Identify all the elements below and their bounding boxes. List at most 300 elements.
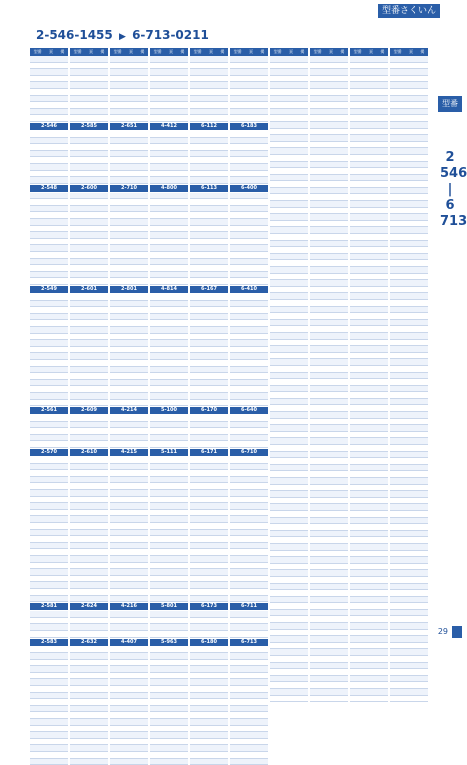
index-row — [190, 164, 228, 171]
column-header-label: 頁 — [128, 49, 133, 54]
index-row — [230, 516, 268, 523]
index-row — [350, 162, 388, 169]
index-row — [150, 314, 188, 321]
index-row — [70, 380, 108, 387]
section-heading: 5-801 — [150, 603, 188, 610]
index-row — [310, 386, 348, 393]
index-row — [190, 63, 228, 70]
index-row — [270, 491, 308, 498]
index-row — [150, 563, 188, 570]
index-row — [70, 589, 108, 596]
index-row — [350, 425, 388, 432]
index-row — [190, 618, 228, 625]
index-row — [350, 616, 388, 623]
index-row — [190, 334, 228, 341]
index-row — [390, 544, 428, 551]
index-row — [350, 353, 388, 360]
index-row — [390, 267, 428, 274]
index-row — [70, 483, 108, 490]
index-row — [230, 96, 268, 103]
index-row — [70, 171, 108, 178]
index-row — [350, 623, 388, 630]
index-row — [150, 516, 188, 523]
index-row — [230, 490, 268, 497]
index-row — [150, 719, 188, 726]
index-row — [150, 212, 188, 219]
index-row — [230, 259, 268, 266]
index-row — [30, 660, 68, 667]
side-to-b: 713 — [440, 214, 467, 229]
index-row — [110, 82, 148, 89]
index-row — [230, 752, 268, 759]
index-row — [110, 212, 148, 219]
index-row — [110, 759, 148, 765]
index-row — [270, 471, 308, 478]
index-row — [150, 347, 188, 354]
index-row — [270, 623, 308, 630]
index-row — [230, 503, 268, 510]
index-row — [30, 232, 68, 239]
index-row — [150, 693, 188, 700]
index-row — [30, 82, 68, 89]
index-row — [230, 63, 268, 70]
index-row — [270, 524, 308, 531]
section-heading: 2-561 — [30, 407, 68, 414]
index-row — [230, 441, 268, 448]
index-row — [30, 510, 68, 517]
index-row — [70, 543, 108, 550]
index-row — [30, 307, 68, 314]
index-row — [270, 82, 308, 89]
index-row — [270, 102, 308, 109]
column-header — [70, 48, 108, 56]
index-row — [110, 464, 148, 471]
index-row — [30, 516, 68, 523]
index-row — [390, 557, 428, 564]
index-row — [110, 653, 148, 660]
index-row — [110, 69, 148, 76]
index-row — [350, 320, 388, 327]
index-row — [110, 109, 148, 116]
index-row — [150, 611, 188, 618]
index-row — [110, 660, 148, 667]
side-tab[interactable]: 型番 — [438, 96, 462, 112]
index-row — [190, 457, 228, 464]
index-row — [110, 193, 148, 200]
index-row — [230, 712, 268, 719]
index-row — [270, 465, 308, 472]
index-row — [350, 168, 388, 175]
index-row — [30, 265, 68, 272]
index-row — [230, 278, 268, 285]
index-row — [70, 314, 108, 321]
index-row — [150, 144, 188, 151]
index-row — [270, 366, 308, 373]
index-row — [310, 491, 348, 498]
index-row — [270, 300, 308, 307]
index-row — [230, 536, 268, 543]
index-row — [190, 483, 228, 490]
index-row — [70, 252, 108, 259]
index-row — [150, 199, 188, 206]
index-row — [270, 333, 308, 340]
index-row — [190, 510, 228, 517]
index-row — [70, 666, 108, 673]
index-row — [270, 307, 308, 314]
index-row — [110, 334, 148, 341]
index-row — [110, 624, 148, 631]
index-row — [110, 164, 148, 171]
index-row — [30, 177, 68, 184]
index-row — [150, 272, 188, 279]
index-row — [270, 194, 308, 201]
index-row — [110, 177, 148, 184]
index-row — [30, 56, 68, 63]
index-row — [110, 373, 148, 380]
section-heading: 4-412 — [150, 123, 188, 130]
index-row — [70, 138, 108, 145]
index-row — [310, 584, 348, 591]
index-row — [310, 76, 348, 83]
index-row — [30, 193, 68, 200]
index-row — [110, 232, 148, 239]
index-row — [390, 63, 428, 70]
index-row — [70, 102, 108, 109]
index-row — [30, 373, 68, 380]
index-row — [310, 214, 348, 221]
index-row — [110, 693, 148, 700]
index-row — [270, 320, 308, 327]
index-row — [230, 706, 268, 713]
index-row — [190, 347, 228, 354]
index-row — [110, 631, 148, 638]
index-row — [150, 131, 188, 138]
index-row — [230, 226, 268, 233]
index-row — [310, 326, 348, 333]
index-row — [310, 623, 348, 630]
index-row — [150, 177, 188, 184]
index-row — [30, 89, 68, 96]
index-row — [350, 208, 388, 215]
index-row — [310, 274, 348, 281]
index-row — [350, 511, 388, 518]
index-row — [30, 596, 68, 603]
index-row — [390, 577, 428, 584]
index-row — [30, 301, 68, 308]
index-row — [310, 649, 348, 656]
index-row — [110, 400, 148, 407]
index-row — [30, 109, 68, 116]
index-column — [270, 48, 308, 620]
index-row — [350, 241, 388, 248]
column-header-label: 掲 — [100, 49, 105, 54]
index-row — [150, 530, 188, 537]
index-row — [310, 616, 348, 623]
index-row — [190, 631, 228, 638]
index-row — [190, 353, 228, 360]
index-row — [150, 151, 188, 158]
index-row — [270, 373, 308, 380]
index-row — [390, 392, 428, 399]
index-row — [310, 280, 348, 287]
index-row — [310, 234, 348, 241]
index-row — [190, 415, 228, 422]
index-row — [270, 122, 308, 129]
column-header-label: 頁 — [368, 49, 373, 54]
index-row — [30, 380, 68, 387]
section-heading: 2-632 — [70, 639, 108, 646]
index-row — [30, 278, 68, 285]
index-row — [190, 320, 228, 327]
index-row — [350, 214, 388, 221]
index-row — [230, 732, 268, 739]
index-row — [390, 227, 428, 234]
index-row — [150, 759, 188, 765]
index-row — [150, 109, 188, 116]
index-row — [230, 138, 268, 145]
index-row — [110, 314, 148, 321]
index-row — [270, 129, 308, 136]
index-row — [390, 379, 428, 386]
index-row — [190, 503, 228, 510]
index-row — [30, 69, 68, 76]
index-row — [350, 584, 388, 591]
index-row — [110, 477, 148, 484]
index-row — [390, 676, 428, 683]
index-row — [110, 360, 148, 367]
index-row — [230, 301, 268, 308]
index-row — [190, 732, 228, 739]
index-row — [230, 415, 268, 422]
index-row — [110, 171, 148, 178]
index-row — [310, 353, 348, 360]
index-row — [350, 346, 388, 353]
index-row — [310, 366, 348, 373]
index-row — [230, 464, 268, 471]
section-heading: 2-710 — [110, 185, 148, 192]
index-row — [350, 340, 388, 347]
index-row — [110, 226, 148, 233]
index-row — [30, 686, 68, 693]
index-row — [350, 537, 388, 544]
index-row — [310, 135, 348, 142]
index-row — [230, 624, 268, 631]
section-heading: 2-610 — [70, 449, 108, 456]
index-row — [70, 82, 108, 89]
index-row — [390, 168, 428, 175]
index-row — [150, 726, 188, 733]
index-row — [70, 164, 108, 171]
index-row — [70, 56, 108, 63]
index-row — [270, 280, 308, 287]
index-row — [190, 556, 228, 563]
index-row — [190, 497, 228, 504]
column-header-label: 型番 — [73, 49, 82, 54]
index-row — [270, 676, 308, 683]
index-row — [110, 549, 148, 556]
index-row — [350, 524, 388, 531]
index-row — [270, 663, 308, 670]
column-header-label: 掲 — [420, 49, 425, 54]
index-row — [270, 636, 308, 643]
index-row — [150, 252, 188, 259]
index-row — [310, 557, 348, 564]
index-row — [350, 300, 388, 307]
index-row — [270, 597, 308, 604]
index-row — [270, 412, 308, 419]
index-row — [230, 422, 268, 429]
index-row — [230, 199, 268, 206]
index-row — [310, 392, 348, 399]
index-row — [310, 313, 348, 320]
column-header — [350, 48, 388, 56]
index-row — [390, 56, 428, 63]
index-row — [310, 129, 348, 136]
index-row — [350, 267, 388, 274]
index-row — [70, 470, 108, 477]
index-row — [390, 682, 428, 689]
index-row — [190, 596, 228, 603]
column-header — [190, 48, 228, 56]
index-row — [350, 69, 388, 76]
index-row — [30, 576, 68, 583]
index-row — [190, 739, 228, 746]
index-row — [150, 732, 188, 739]
side-range — [440, 150, 467, 230]
index-row — [30, 157, 68, 164]
index-row — [230, 428, 268, 435]
index-row — [110, 673, 148, 680]
index-row — [270, 69, 308, 76]
index-row — [150, 164, 188, 171]
index-row — [270, 89, 308, 96]
index-row — [230, 177, 268, 184]
index-row — [150, 686, 188, 693]
index-row — [310, 478, 348, 485]
index-row — [230, 457, 268, 464]
index-row — [270, 504, 308, 511]
index-row — [30, 719, 68, 726]
column-header-label: 掲 — [380, 49, 385, 54]
index-row — [110, 666, 148, 673]
index-row — [110, 386, 148, 393]
index-row — [190, 653, 228, 660]
index-row — [30, 353, 68, 360]
index-row — [390, 109, 428, 116]
section-heading: 6-113 — [190, 185, 228, 192]
index-row — [190, 177, 228, 184]
index-row — [230, 563, 268, 570]
index-row — [350, 689, 388, 696]
index-row — [390, 96, 428, 103]
index-row — [350, 392, 388, 399]
index-row — [270, 630, 308, 637]
index-row — [390, 287, 428, 294]
index-row — [350, 696, 388, 703]
index-row — [150, 712, 188, 719]
index-row — [230, 373, 268, 380]
index-row — [30, 340, 68, 347]
section-heading: 6-170 — [190, 407, 228, 414]
index-row — [30, 618, 68, 625]
index-row — [230, 435, 268, 442]
index-row — [30, 745, 68, 752]
index-row — [30, 523, 68, 530]
index-row — [30, 334, 68, 341]
index-row — [150, 393, 188, 400]
index-row — [30, 76, 68, 83]
index-row — [350, 148, 388, 155]
index-row — [190, 232, 228, 239]
index-row — [150, 301, 188, 308]
index-row — [350, 307, 388, 314]
index-row — [270, 405, 308, 412]
index-row — [30, 206, 68, 213]
index-row — [150, 307, 188, 314]
section-heading: 4-800 — [150, 185, 188, 192]
index-row — [310, 452, 348, 459]
index-row — [150, 89, 188, 96]
index-row — [30, 314, 68, 321]
index-row — [390, 584, 428, 591]
column-header-label: 頁 — [48, 49, 53, 54]
index-row — [230, 679, 268, 686]
index-row — [70, 226, 108, 233]
index-row — [30, 393, 68, 400]
index-row — [230, 82, 268, 89]
index-row — [110, 752, 148, 759]
index-row — [230, 686, 268, 693]
index-row — [190, 157, 228, 164]
index-row — [230, 294, 268, 301]
index-row — [310, 162, 348, 169]
index-row — [150, 660, 188, 667]
index-row — [270, 181, 308, 188]
section-heading: 2-581 — [30, 603, 68, 610]
index-row — [150, 556, 188, 563]
index-row — [390, 313, 428, 320]
index-row — [270, 379, 308, 386]
index-row — [310, 551, 348, 558]
index-row — [30, 490, 68, 497]
index-row — [70, 752, 108, 759]
index-row — [110, 340, 148, 347]
index-row — [30, 96, 68, 103]
index-row — [150, 543, 188, 550]
index-row — [310, 148, 348, 155]
index-row — [30, 386, 68, 393]
index-row — [110, 516, 148, 523]
index-row — [270, 425, 308, 432]
index-row — [190, 624, 228, 631]
side-from-a: 2 — [445, 150, 455, 165]
index-row — [190, 745, 228, 752]
index-row — [230, 647, 268, 654]
index-row — [230, 393, 268, 400]
index-row — [350, 544, 388, 551]
index-row — [350, 326, 388, 333]
index-row — [310, 564, 348, 571]
index-row — [390, 564, 428, 571]
index-row — [150, 653, 188, 660]
index-row — [310, 663, 348, 670]
index-row — [110, 347, 148, 354]
index-row — [70, 457, 108, 464]
index-row — [390, 115, 428, 122]
index-row — [70, 347, 108, 354]
index-row — [350, 56, 388, 63]
index-row — [350, 399, 388, 406]
